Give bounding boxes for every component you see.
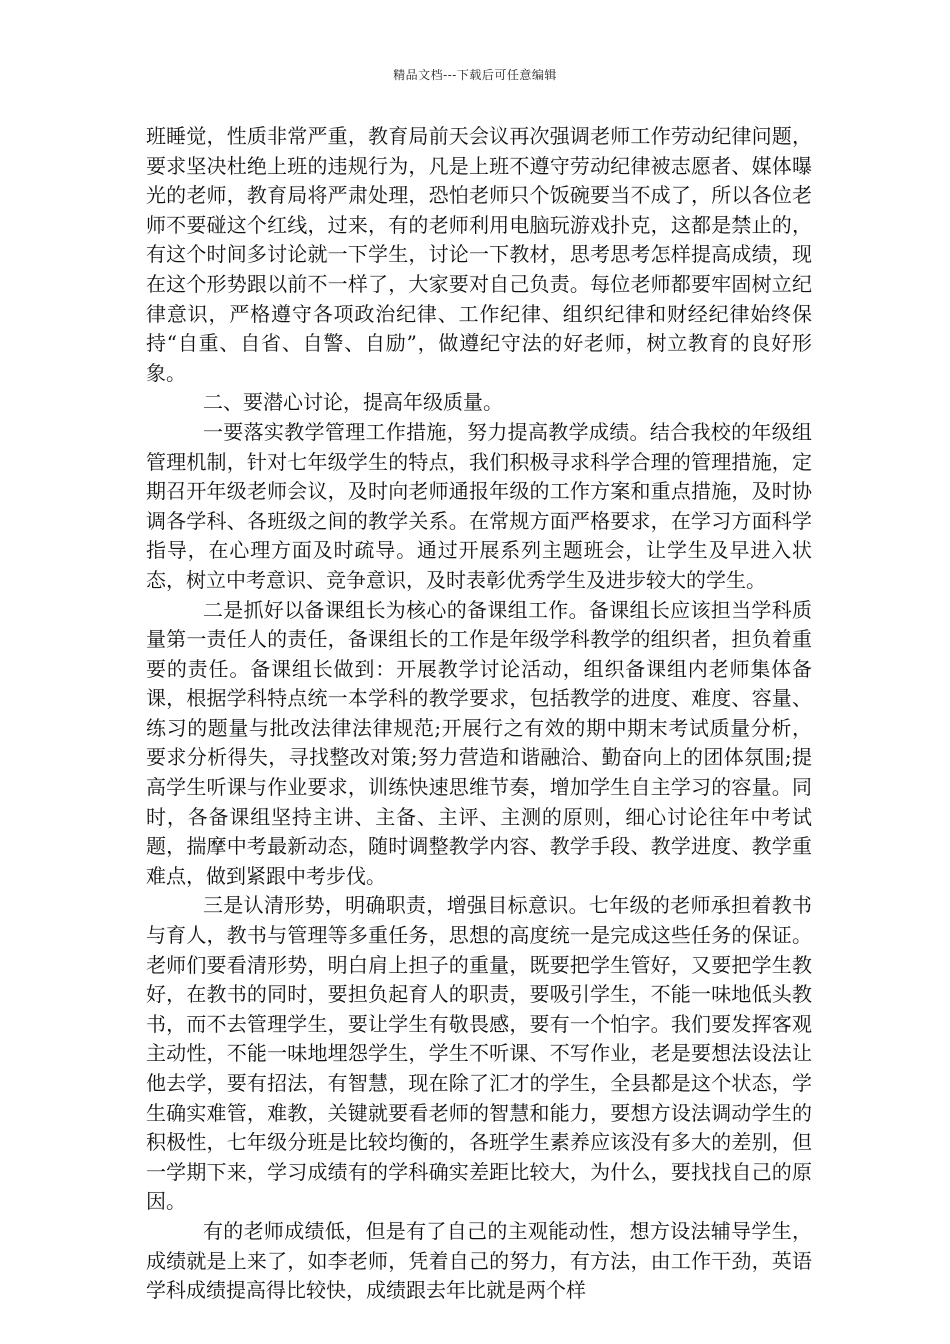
paragraph-continuation: 班睡觉，性质非常严重，教育局前天会议再次强调老师工作劳动纪律问题，要求坚决杜绝上班的违规行为，凡是上班不遵守劳动纪律被志愿者、媒体曝光的老师，教育局将严肃处理，恐怕老师只个饭碗要当不成了，所以各位老师不要碰这个红线，过来，有的老师利用电脑玩游戏扑克，这都是禁止的，有这个时间多讨论就一下学生，讨论一下教材，思考思考怎样提高成绩，现在这个形势跟以前不一样了，大家要对自己负责。每位老师都要牢固树立纪律意识，严格遵守各项政治纪律、工作纪律、组织纪律和财经纪律始终保持“自重、自省、自警、自励”，做遵纪守法的好老师，树立教育的良好形象。 [146,124,812,385]
paragraph-item-one: 一要落实教学管理工作措施，努力提高教学成绩。结合我校的年级组管理机制，针对七年级学生的特点，我们积极寻求科学合理的管理措施，定期召开年级老师会议，及时向老师通报年级的工作方案和重点措施，及时协调各学科、各班级之间的教学关系。在常规方面严格要求，在学习方面科学指导，在心理方面及时疏导。通过开展系列主题班会，让学生及早进入状态，树立中考意识、竞争意识，及时表彰优秀学生及进步较大的学生。 [146,419,812,592]
paragraph-item-two: 二是抓好以备课组长为核心的备课组工作。备课组长应该担当学科质量第一责任人的责任，备课组长的工作是年级学科教学的组织者，担负着重要的责任。备课组长做到：开展教学讨论活动，组织备课组内老师集体备课，根据学科特点统一本学科的教学要求，包括教学的进度、难度、容量、练习的题量与批改法律法律规范;开展行之有效的期中期末考试质量分析，要求分析得失，寻找整改对策;努力营造和谐融洽、勤奋向上的团体氛围;提高学生听课与作业要求，训练快速思维节奏，增加学生自主学习的容量。同时，各备课组坚持主讲、主备、主评、主测的原则，细心讨论往年中考试题，揣摩中考最新动态，随时调整教学内容、教学手段、教学进度、教学重难点，做到紧跟中考步伐。 [146,597,812,888]
paragraph-item-three: 三是认清形势，明确职责，增强目标意识。七年级的老师承担着教书与育人，教书与管理等多重任务，思想的高度统一是完成这些任务的保证。老师们要看清形势，明白肩上担子的重量，既要把学生管好，又要把学生教好，在教书的同时，要担负起育人的职责，要吸引学生，不能一味地低头教书，而不去管理学生，要让学生有敬畏感，要有一个怕字。我们要发挥客观主动性，不能一味地埋怨学生，学生不听课、不写作业，老是要想法设法让他去学，要有招法，有智慧，现在除了汇才的学生，全县都是这个状态，学生确实难管，难教，关键就要看老师的智慧和能力，要想方设法调动学生的积极性，七年级分班是比较均衡的，各班学生素养应该没有多大的差别，但一学期下来，学习成绩有的学科确实差距比较大，为什么，要找找自己的原因。 [146,893,812,1214]
document-body [146,122,812,1306]
section-heading: 二、要潜心讨论，提高年级质量。 [203,390,503,415]
page-header: 精品文档---下载后可任意编辑 [393,68,557,82]
paragraph-example: 有的老师成绩低，但是有了自己的主观能动性，想方设法辅导学生，成绩就是上来了，如李老师，凭着自己的努力，有方法，由工作干劲，英语学科成绩提高得比较快，成绩跟去年比就是两个样 [146,1218,812,1303]
